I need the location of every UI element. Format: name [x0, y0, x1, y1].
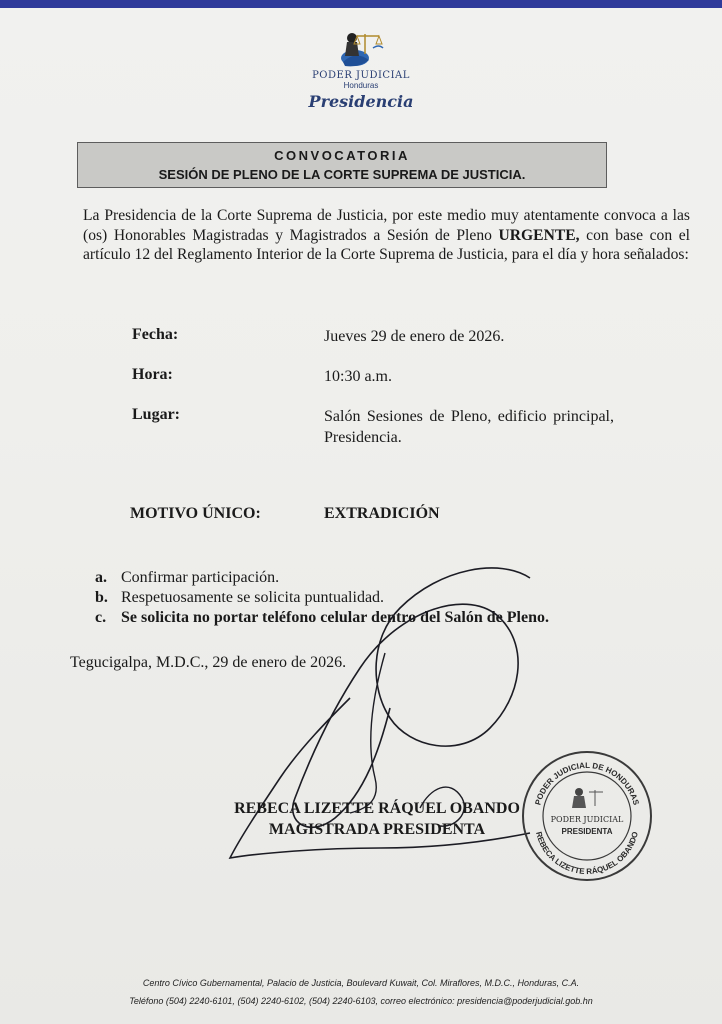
seal-center-line1: PODER JUDICIAL — [550, 815, 624, 824]
detail-label: Hora: — [132, 366, 173, 383]
list-text: Respetuosamente se solicita puntualidad. — [121, 589, 385, 606]
seal-emblem-icon — [572, 788, 603, 808]
office-title: Presidencia — [308, 92, 414, 111]
poder-judicial-logo-icon — [335, 28, 387, 70]
detail-value: Salón Sesiones de Pleno, edificio principal, Presidencia. — [324, 408, 614, 446]
banner-title: CONVOCATORIA — [274, 148, 410, 163]
list-marker: c. — [95, 609, 107, 626]
detail-value: 10:30 a.m. — [324, 368, 392, 385]
motivo-value: EXTRADICIÓN — [324, 505, 440, 522]
list-text: Confirmar participación. — [121, 569, 280, 586]
intro-emphasis: URGENTE, — [498, 226, 580, 244]
signatory-block — [222, 798, 532, 840]
list-marker: b. — [95, 589, 108, 606]
seal-center-line2: PRESIDENTA — [561, 827, 613, 836]
document-page — [0, 8, 722, 1024]
official-seal-icon — [519, 748, 655, 884]
detail-value: Jueves 29 de enero de 2026. — [324, 328, 505, 345]
seal-bottom-text: REBECA LIZETTE RÁQUEL OBANDO — [534, 830, 640, 877]
seal-top-text: PODER JUDICIAL DE HONDURAS — [533, 760, 641, 807]
footer-address: Centro Cívico Gubernamental, Palacio de Justicia, Boulevard Kuwait, Col. Miraflores, M.D.C., Honduras, C.A. — [142, 978, 580, 988]
banner-subtitle: SESIÓN DE PLENO DE LA CORTE SUPREMA DE JUSTICIA. — [158, 167, 526, 182]
intro-text-end: con base con el artículo 12 del Reglamento Interior de la Corte Suprema de Justicia, para el día y hora señalados: — [83, 226, 690, 263]
title-banner — [77, 142, 607, 188]
letterhead — [0, 28, 722, 111]
list-text: Se solicita no portar teléfono celular dentro del Salón de Pleno. — [121, 609, 549, 626]
logo-org-name: PODER JUDICIAL — [312, 70, 410, 81]
list-marker: a. — [95, 569, 107, 586]
footer-contact: Teléfono (504) 2240-6101, (504) 2240-6102, (504) 2240-6103, correo electrónico: presidencia@poderjudicial.gob.hn — [129, 996, 593, 1006]
intro-paragraph — [83, 206, 690, 265]
place-date: Tegucigalpa, M.D.C., 29 de enero de 2026. — [70, 654, 347, 671]
motivo-label: MOTIVO ÚNICO: — [130, 505, 261, 522]
intro-text: La Presidencia de la Corte Suprema de Justicia, por este medio muy atentamente convoca a las (os) Honorables Magistradas y Magistrados a Sesión de Pleno — [83, 207, 690, 244]
detail-label: Fecha: — [132, 326, 179, 343]
svg-text:PODER JUDICIAL DE HONDURAS — [533, 761, 640, 807]
detail-label: Lugar: — [132, 406, 180, 423]
logo-country: Honduras — [343, 81, 379, 90]
signatory-name: REBECA LIZETTE RÁQUEL OBANDO — [234, 800, 520, 817]
signatory-title: MAGISTRADA PRESIDENTA — [268, 821, 486, 838]
